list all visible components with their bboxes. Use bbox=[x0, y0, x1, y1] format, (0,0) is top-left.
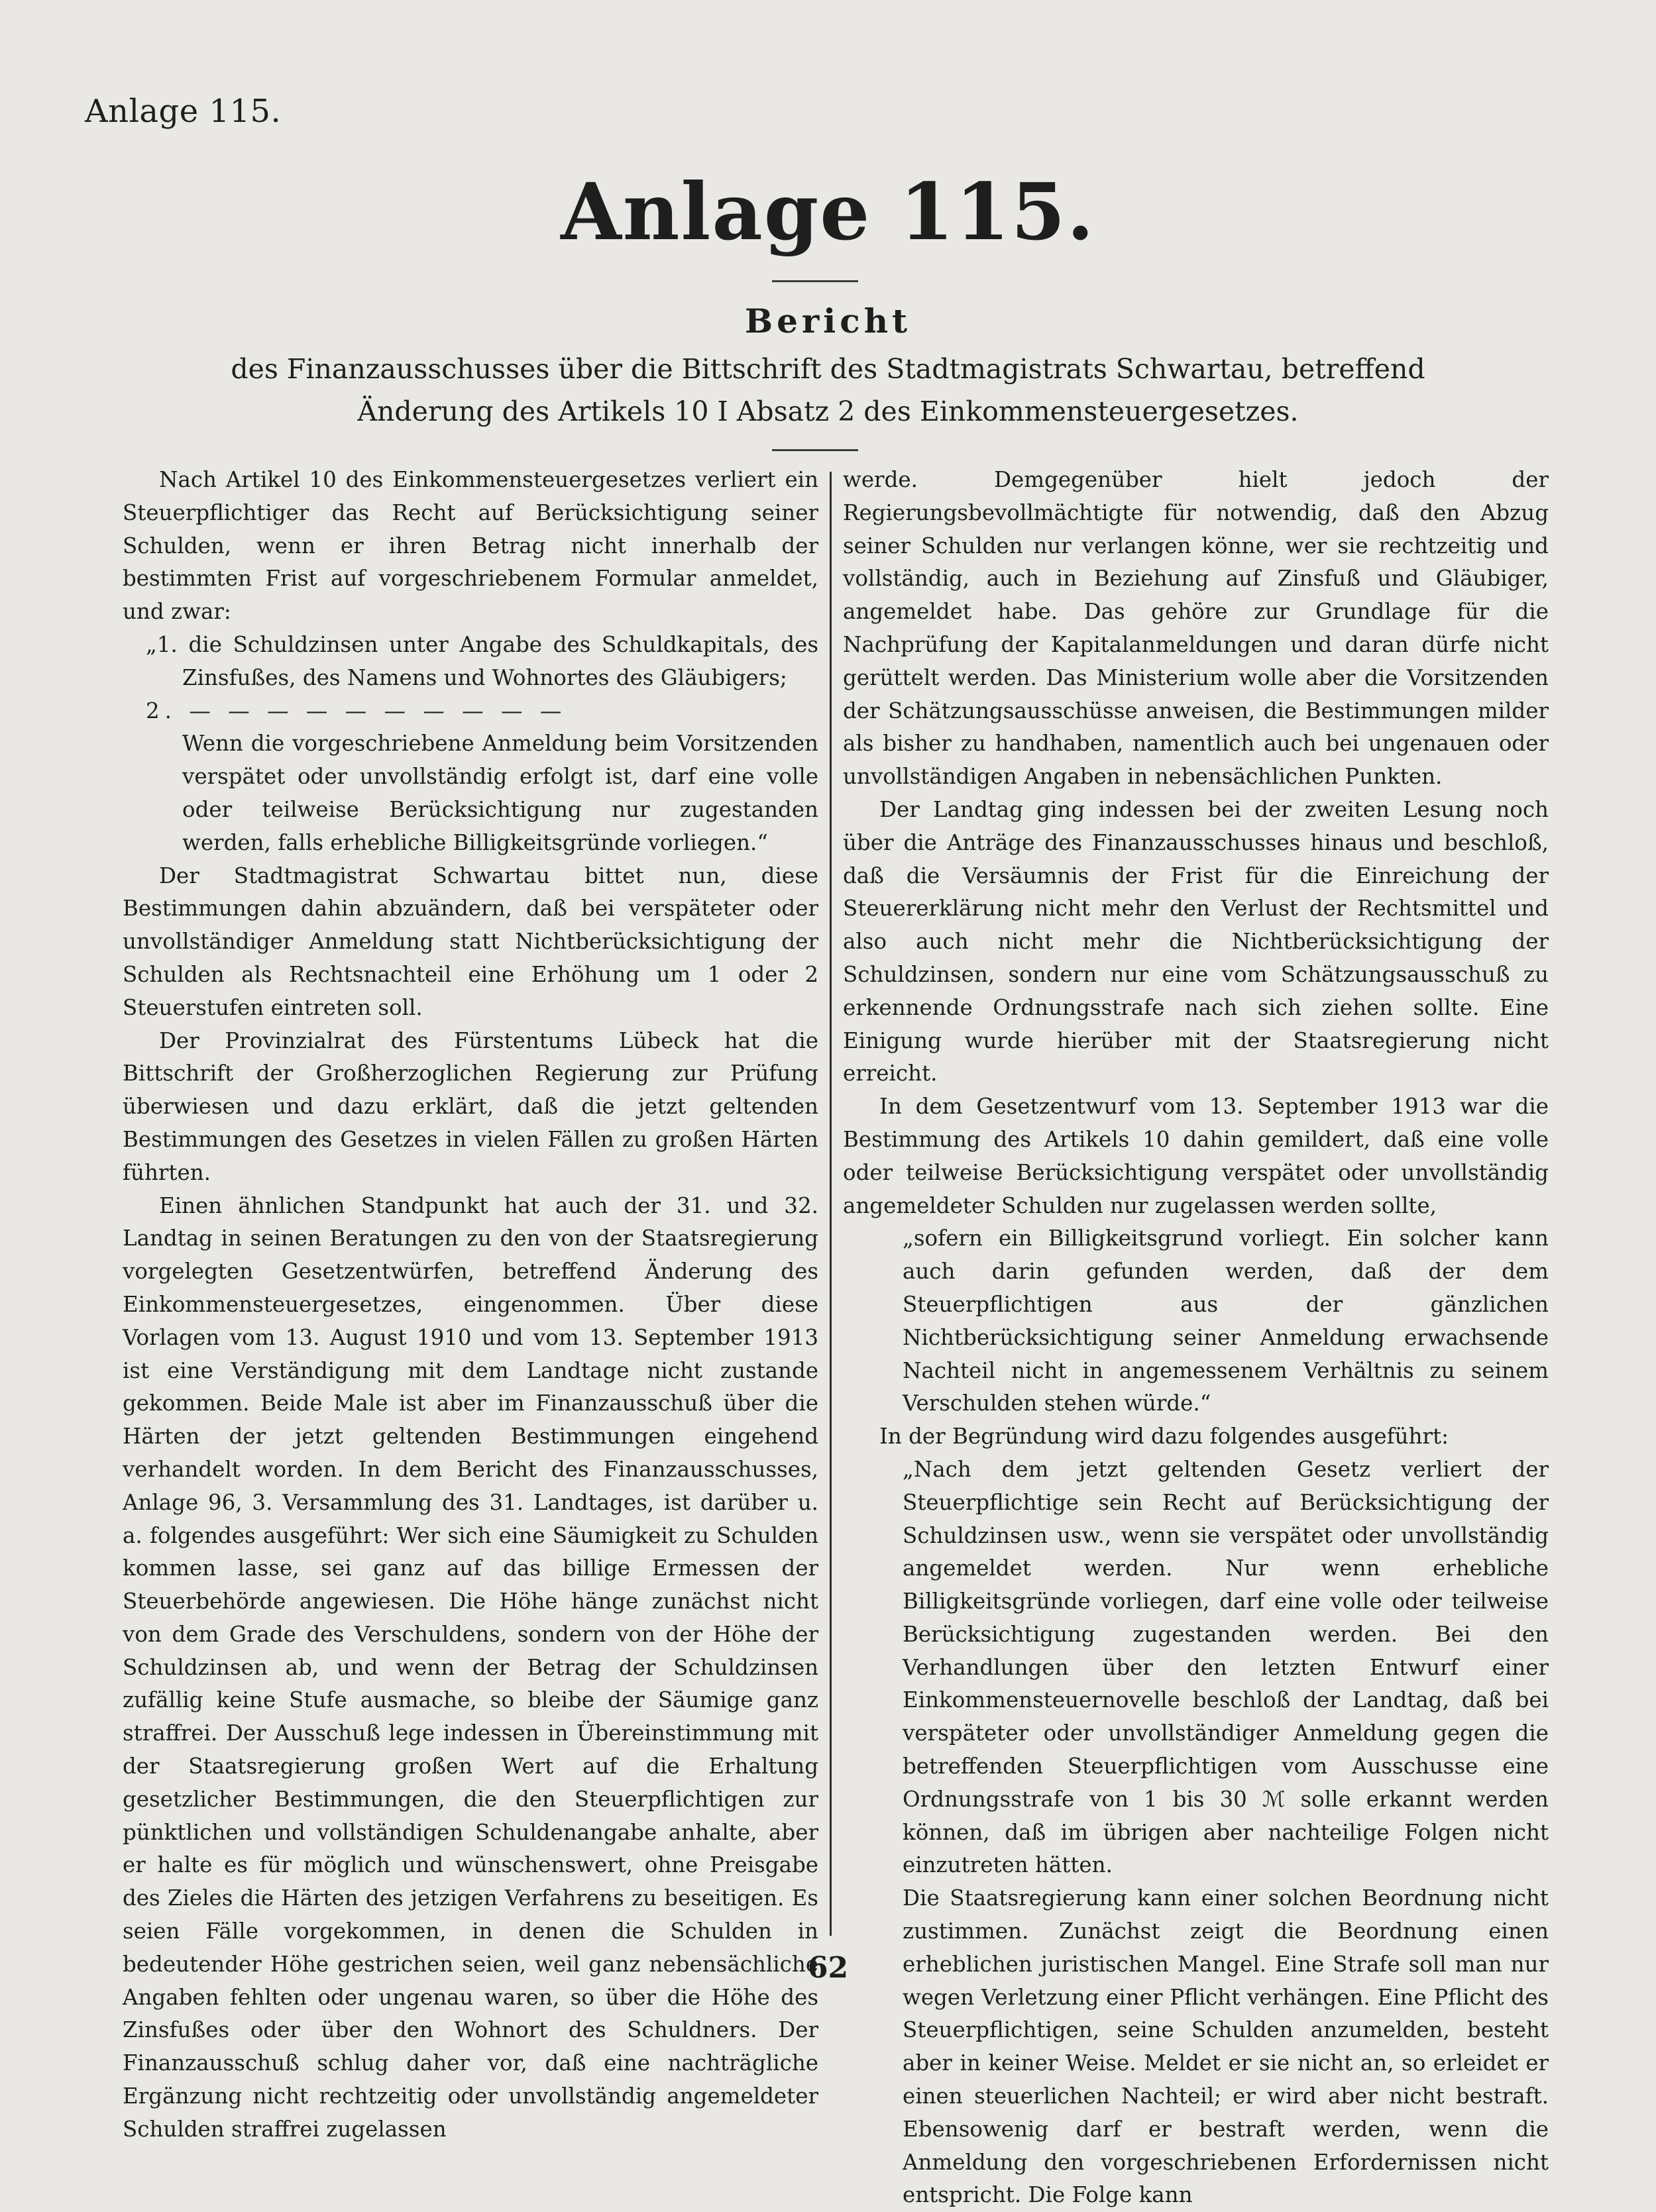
paragraph: Der Landtag ging indessen bei der zweiten Lesung noch über die Anträge des Finanzausschusses hinaus und beschloß, daß die Versäumnis der Frist für die Einreichung der Steuererklärung nicht mehr den Verlust der Rechtsmittel und also auch nicht mehr die Nichtberücksichtigung der Schuldzinsen, sondern nur eine vom Schätzungsausschuß zu erkennende Ordnungsstrafe nach sich ziehen sollte. Eine Einigung wurde hierüber mit der Staatsregierung nicht erreicht. bbox=[843, 796, 1549, 1086]
quoted-paragraph: „sofern ein Billigkeitsgrund vorliegt. Ein solcher kann auch darin gefunden werden, daß der dem Steuerpflichtigen aus der gänzlichen Nichtberücksichtigung seiner Anmeldung erwachsende Nachteil nicht in angemessenem Verhältnis zu seinem Verschulden stehen würde.“ bbox=[903, 1226, 1549, 1416]
paragraph: Nach Artikel 10 des Einkommensteuergesetzes verliert ein Steuerpflichtiger das Recht auf Berücksichtigung seiner Schulden, wenn er ihren Betrag nicht innerhalb der bestimmten Frist auf vorgeschriebenem Formular anmeldet, und zwar: bbox=[123, 467, 818, 625]
paragraph: In dem Gesetzentwurf vom 13. September 1913 war die Bestimmung des Artikels 10 dahin gemildert, daß eine volle oder teilweise Berücksichtigung verspätet oder unvollständig angemeldeter Schulden nur zugelassen werden sollte, bbox=[843, 1094, 1549, 1218]
list-item: „1. die Schuldzinsen unter Angabe des Schuldkapitals, des Zinsfußes, des Namens und Wohnortes des Gläubigers; bbox=[146, 631, 818, 690]
section-heading: Bericht bbox=[744, 301, 912, 341]
paragraph: In der Begründung wird dazu folgendes ausgeführt: bbox=[879, 1424, 1449, 1449]
right-column bbox=[843, 464, 1549, 2208]
title-divider bbox=[772, 280, 858, 282]
paragraph: werde. Demgegenüber hielt jedoch der Regierungsbevollmächtigte für notwendig, daß den Abzug seiner Schulden nur verlangen könne, wer sie rechtzeitig und vollständig, auch in Beziehung auf Zinsfuß und Gläubiger, angemeldet habe. Das gehöre zur Grundlage für die Nachprüfung der Kapitalanmeldungen und daran dürfe nicht gerüttelt werden. Das Ministerium wolle aber die Vorsitzenden der Schätzungsausschüsse anweisen, die Bestimmungen milder als bisher zu handhaben, namentlich auch bei ungenauen oder unvollständigen Angaben in nebensächlichen Punkten. bbox=[843, 467, 1549, 790]
quoted-paragraph: Die Staatsregierung kann einer solchen Beordnung nicht zustimmen. Zunächst zeigt die Beordnung einen erheblichen juristischen Mangel. Eine Strafe soll man nur wegen Verletzung einer Pflicht verhängen. Eine Pflicht des Steuerpflichtigen, seine Schulden anzumelden, besteht aber in keiner Weise. Meldet er sie nicht an, so erleidet er einen steuerlichen Nachteil; er wird aber nicht bestraft. Ebensowenig darf er bestraft werden, wenn die Anmeldung den vorgeschriebenen Erfordernissen nicht entspricht. Die Folge kann bbox=[903, 1885, 1549, 2208]
paragraph: Der Provinzialrat des Fürstentums Lübeck hat die Bittschrift der Großherzoglichen Regierung zur Prüfung überwiesen und dazu erklärt, daß die jetzt geltenden Bestimmungen des Gesetzes in vielen Fällen zu großen Härten führten. bbox=[123, 1027, 818, 1185]
quoted-paragraph: „Nach dem jetzt geltenden Gesetz verliert der Steuerpflichtige sein Recht auf Berücksichtigung der Schuldzinsen usw., wenn sie verspätet oder unvollständig angemeldet werden. Nur wenn erhebliche Billigkeitsgründe vorliegen, darf eine volle oder teilweise Berücksichtigung zugestanden werden. Bei den Verhandlungen über den letzten Entwurf einer Einkommensteuernovelle beschloß der Landtag, daß bei verspäteter oder unvollständiger Anmeldung gegen die betreffenden Steuerpflichtigen vom Ausschusse eine Ordnungsstrafe von 1 bis 30 ℳ solle erkannt werden können, daß im übrigen aber nachteilige Folgen nicht einzutreten hätten. bbox=[903, 1456, 1549, 1878]
list-item: 2. — — — — — — — — — — bbox=[146, 698, 567, 723]
quoted-paragraph: Wenn die vorgeschriebene Anmeldung beim Vorsitzenden verspätet oder unvollständig erfolgt ist, darf eine volle oder teilweise Berücksichtigung nur zugestanden werden, falls erhebliche Billigkeitsgründe vorliegen.“ bbox=[182, 731, 818, 855]
paragraph: Einen ähnlichen Standpunkt hat auch der 31. und 32. Landtag in seinen Beratungen zu den von der Staatsregierung vorgelegten Gesetzentwürfen, betreffend Änderung des Einkommensteuergesetzes, eingenommen. Über diese Vorlagen vom 13. August 1910 und vom 13. September 1913 ist eine Verständigung mit dem Landtage nicht zustande gekommen. Beide Male ist aber im Finanzausschuß über die Härten der jetzt geltenden Bestimmungen eingehend verhandelt worden. In dem Bericht des Finanzausschusses, Anlage 96, 3. Versammlung des 31. Landtages, ist darüber u. a. folgendes ausgeführt: Wer sich eine Säumigkeit zu Schulden kommen lasse, sei ganz auf das billige Ermessen der Steuerbehörde angewiesen. Die Höhe hänge zunächst nicht von dem Grade des Verschuldens, sondern von der Höhe der Schuldzinsen ab, und wenn der Betrag der Schuldzinsen zufällig keine Stufe ausmache, so bleibe der Säumige ganz straffrei. Der Ausschuß lege indessen in Übereinstimmung mit der Staatsregierung großen Wert auf die Erhaltung gesetzlicher Bestimmungen, die den Steuerpflichtigen zur pünktlichen und vollständigen Schuldenangabe anhalte, aber er halte es für möglich und wünschenswert, ohne Preisgabe des Zieles die Härten des jetzigen Verfahrens zu beseitigen. Es seien Fälle vorgekommen, in denen die Schulden in bedeutender Höhe gestrichen seien, weil ganz nebensächliche Angaben fehlten oder ungenau waren, so über die Höhe des Zinsfußes oder über den Wohnort des Schuldners. Der Finanzausschuß schlug daher vor, daß eine nachträgliche Ergänzung nicht rechtzeitig oder unvollständig angemeldeter Schulden straffrei zugelassen bbox=[123, 1192, 818, 2142]
running-head: Anlage 115. bbox=[85, 93, 282, 130]
subtitle-divider bbox=[772, 449, 858, 451]
column-divider bbox=[830, 472, 832, 1936]
report-subtitle: des Finanzausschusses über die Bittschrift des Stadtmagistrats Schwartau, betreffend Änderung des Artikels 10 I Absatz 2 des Einkommensteuergesetzes. bbox=[231, 353, 1425, 427]
page-title: Anlage 115. bbox=[561, 166, 1095, 258]
left-column bbox=[123, 464, 818, 2142]
page-number: 62 bbox=[807, 1951, 849, 1985]
paragraph: Der Stadtmagistrat Schwartau bittet nun, diese Bestimmungen dahin abzuändern, daß bei verspäteter oder unvollständiger Anmeldung statt Nichtberücksichtigung der Schulden als Rechtsnachteil eine Erhöhung um 1 oder 2 Steuerstufen eintreten soll. bbox=[123, 863, 818, 1020]
